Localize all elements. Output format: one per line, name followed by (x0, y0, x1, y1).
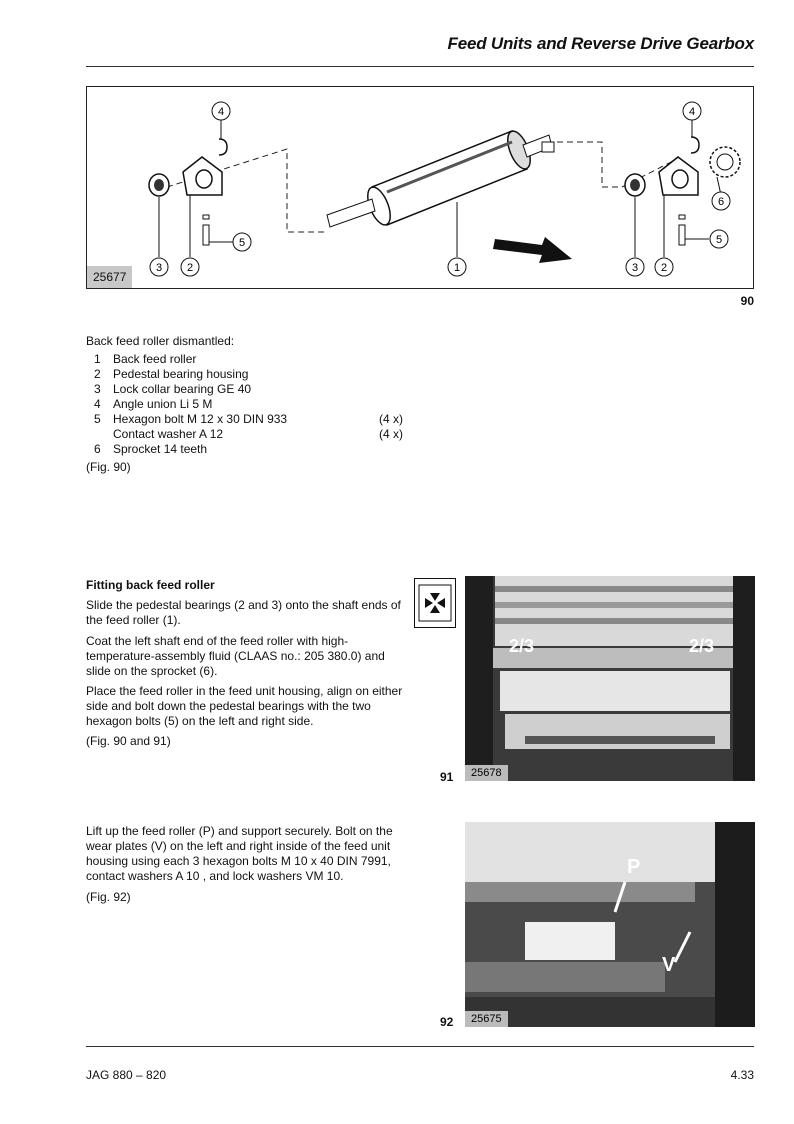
callout-p: P (627, 856, 641, 878)
footer-model: JAG 880 – 820 (86, 1068, 167, 1082)
paragraph: Place the feed roller in the feed unit housing, align on either side and bolt down the pedestal bearings with the two hexagon bolts (5) on the left and right side. (86, 684, 403, 728)
figure-id: 25678 (465, 765, 508, 781)
direction-arrow-icon (493, 237, 572, 263)
figure-number-90: 90 (740, 294, 754, 308)
fig-reference: (Fig. 90) (86, 460, 131, 474)
list-item: 6 Sprocket 14 teeth (94, 442, 208, 456)
paragraph: Slide the pedestal bearings (2 and 3) onto the shaft ends of the feed roller (1). (86, 598, 401, 627)
page-number: 4.33 (730, 1068, 754, 1082)
callout-5-left: 5 (238, 237, 246, 249)
figure-number-91: 91 (440, 770, 454, 784)
sprocket-icon (710, 147, 740, 177)
callout-1: 1 (453, 262, 461, 274)
parts-list (94, 352, 434, 457)
figure-id: 25675 (465, 1011, 508, 1027)
feed-roller-diagram (87, 87, 753, 288)
paragraph: Coat the left shaft end of the feed roller with high-temperature-assembly fluid (CLAAS no.: 205 380.0) and slide on the sprocket (6). (86, 634, 385, 678)
callout-2-right: 2 (660, 262, 668, 274)
header-rule (86, 66, 754, 67)
left-bearing-icon (149, 139, 227, 245)
fig-reference: (Fig. 92) (86, 890, 131, 904)
figure-90-exploded-view (86, 86, 754, 289)
list-item: Contact washer A 12 (4 x) (113, 427, 403, 441)
callout-2-left: 2 (186, 262, 194, 274)
list-item: 1 Back feed roller (94, 352, 197, 366)
callout-2-3-left: 2/3 (509, 636, 535, 656)
list-item: 4 Angle union Li 5 M (94, 397, 213, 411)
callout-5-right: 5 (715, 234, 723, 246)
footer-rule (86, 1046, 754, 1047)
paragraph: Lift up the feed roller (P) and support securely. Bolt on the wear plates (V) on the left and right inside of the feed unit housing using each 3 hexagon bolts M 10 x 40 DIN 7991, contact washers A 10 , and lock washers VM 10. (86, 824, 393, 883)
callout-3-right: 3 (631, 262, 639, 274)
callout-3-left: 3 (155, 262, 163, 274)
callout-2-3-right: 2/3 (689, 636, 715, 656)
assembly-symbol-icon (414, 578, 456, 628)
right-bearing-icon (625, 137, 699, 245)
figure-number-92: 92 (440, 1015, 454, 1029)
list-item: 2 Pedestal bearing housing (94, 367, 249, 381)
parts-caption: Back feed roller dismantled: (86, 334, 235, 348)
fig-reference: (Fig. 90 and 91) (86, 734, 171, 748)
figure-91-photo (465, 576, 755, 781)
figure-id: 25677 (87, 266, 132, 288)
list-item: 5 Hexagon bolt M 12 x 30 DIN 933 (4 x) (94, 412, 403, 426)
callout-v: V (662, 954, 676, 976)
feed-roller-icon (327, 128, 554, 228)
section-heading: Fitting back feed roller (86, 578, 215, 592)
page-title: Feed Units and Reverse Drive Gearbox (447, 34, 754, 53)
callout-6: 6 (717, 196, 725, 208)
figure-92-photo (465, 822, 755, 1027)
callout-4-left: 4 (217, 106, 225, 118)
list-item: 3 Lock collar bearing GE 40 (94, 382, 252, 396)
callout-4-right: 4 (688, 106, 696, 118)
